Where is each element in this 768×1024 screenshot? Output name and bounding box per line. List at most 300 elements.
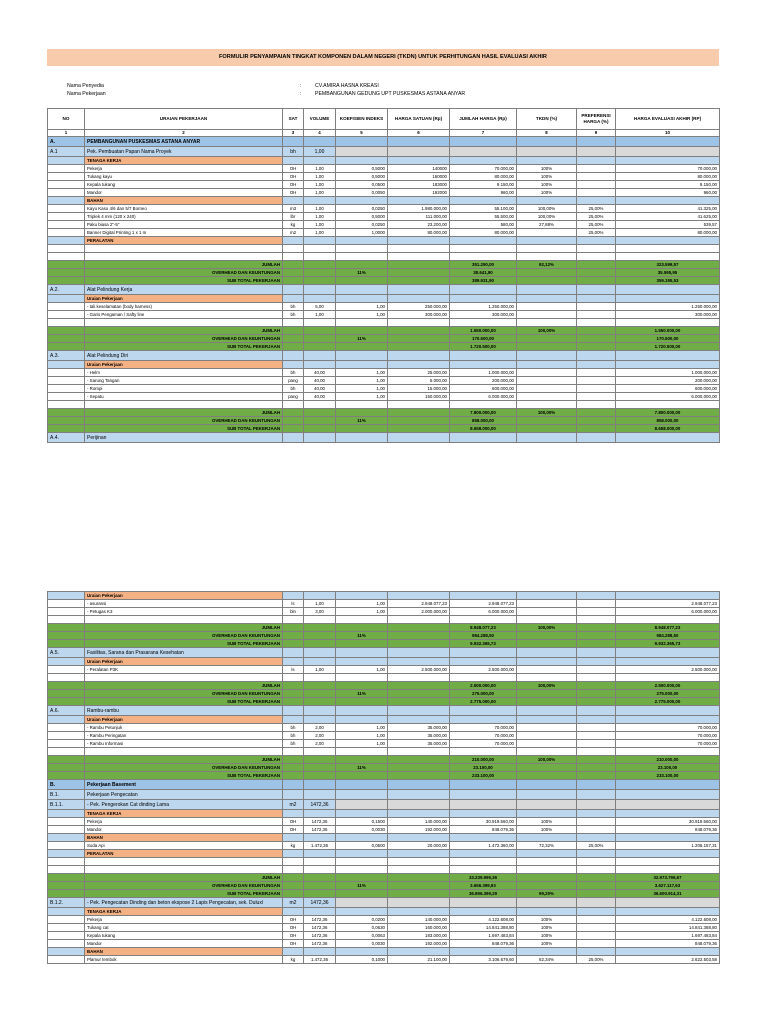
cell-jumlah-harga [450, 237, 517, 245]
cell-uraian: Tukang kayu [85, 173, 283, 181]
cell-preferensi [577, 137, 616, 147]
cell-jumlah-harga [450, 147, 517, 157]
cell-harga-evaluasi [616, 245, 720, 253]
cell-uraian: Kayu Kaso 4/6 dan 5/7 Borneo [85, 205, 283, 213]
cell-volume [304, 361, 336, 369]
cell-preferensi [577, 343, 616, 351]
cell-no [48, 173, 85, 181]
header-preferensi: PREFERENSI HARGA (%) [577, 109, 616, 130]
cell-uraian: Mandor [85, 826, 283, 834]
cell-uraian: Soda Api [85, 842, 283, 850]
cell-sat: lbr [283, 213, 304, 221]
cell-uraian: PERALATAN [85, 237, 283, 245]
cell-koefisien: 0,1500 [336, 818, 388, 826]
cell-preferensi [577, 608, 616, 616]
cell-jumlah-harga: 984.288,50 [450, 632, 517, 640]
cell-preferensi [577, 850, 616, 858]
cell-volume [304, 285, 336, 295]
cell-jumlah-harga [450, 858, 517, 866]
cell-jumlah-harga: 848.079,36 [450, 826, 517, 834]
cell-no [48, 385, 85, 393]
cell-harga-evaluasi: 35.595,95 [616, 269, 720, 277]
cell-sat: OH [283, 924, 304, 932]
cell-koefisien: 0,0030 [336, 826, 388, 834]
project-label: Nama Pekerjaan [67, 91, 106, 97]
cell-sat [283, 409, 304, 417]
cell-harga-satuan: 192.000,00 [388, 826, 450, 834]
cell-jumlah-harga [450, 658, 517, 666]
header-jumlah-harga: JUMLAH HARGA (Rp) [450, 109, 517, 130]
cell-sat [283, 866, 304, 874]
cell-koefisien [336, 327, 388, 335]
table-row [48, 916, 720, 924]
cell-sat [283, 834, 304, 842]
cell-jumlah-harga: 70.000,00 [450, 724, 517, 732]
cell-uraian: - Garis Pengaman / Safty line [85, 311, 283, 319]
cell-tkdn: 100% [517, 916, 577, 924]
cell-preferensi [577, 369, 616, 377]
cell-sat [283, 433, 304, 443]
cell-uraian: JUMLAH [85, 327, 283, 335]
cell-koefisien: 1,00 [336, 369, 388, 377]
cell-no [48, 956, 85, 964]
cell-koefisien [336, 800, 388, 810]
cell-jumlah-harga: 80.000,00 [450, 229, 517, 237]
cell-volume [304, 756, 336, 764]
cell-preferensi [577, 732, 616, 740]
cell-uraian: - Pek. Pengecatan Dinding dan beton ekspose 2 Lapis Pengecatan, sek. Duluxl [85, 898, 283, 908]
cell-uraian: Banner Digital Printing 1 x 1 m [85, 229, 283, 237]
cell-harga-evaluasi: 848.079,36 [616, 940, 720, 948]
table-row [48, 205, 720, 213]
cell-preferensi [577, 303, 616, 311]
category-label-row [48, 716, 720, 724]
cell-sat [283, 772, 304, 780]
cell-harga-satuan: 160000 [388, 173, 450, 181]
cell-volume [304, 245, 336, 253]
cell-jumlah-harga: 351.290,00 [450, 261, 517, 269]
cell-koefisien: 1,00 [336, 303, 388, 311]
cell-harga-satuan: 2.000.000,00 [388, 608, 450, 616]
summary-row [48, 890, 720, 898]
cell-preferensi [577, 866, 616, 874]
cell-koefisien: 1,00 [336, 385, 388, 393]
category-label-row [48, 834, 720, 842]
cell-volume [304, 716, 336, 724]
cell-tkdn [517, 361, 577, 369]
cell-harga-evaluasi [616, 319, 720, 327]
cell-tkdn: 99,20% [517, 890, 577, 898]
cell-sat [283, 401, 304, 409]
cell-no: A.6. [48, 706, 85, 716]
cell-preferensi [577, 790, 616, 800]
cell-harga-satuan [388, 716, 450, 724]
cell-tkdn [517, 433, 577, 443]
cell-koefisien [336, 147, 388, 157]
cell-no [48, 229, 85, 237]
cell-preferensi [577, 908, 616, 916]
cell-uraian: - tali keselamatan (body harness) [85, 303, 283, 311]
table-row [48, 393, 720, 401]
cell-no [48, 205, 85, 213]
cell-sat [283, 253, 304, 261]
cell-harga-evaluasi [616, 834, 720, 842]
cell-no [48, 319, 85, 327]
summary-row [48, 425, 720, 433]
cell-uraian [85, 858, 283, 866]
cell-harga-satuan: 250.000,00 [388, 303, 450, 311]
cell-uraian: Uraian Pekerjaan [85, 716, 283, 724]
cell-uraian: PEMBANGUNAN PUSKESMAS ASTANA ANYAR [85, 137, 283, 147]
cell-harga-satuan [388, 780, 450, 790]
cell-preferensi: 25,00% [577, 842, 616, 850]
cell-harga-evaluasi [616, 748, 720, 756]
table-row [48, 748, 720, 756]
cell-harga-evaluasi: 8.658.000,00 [616, 425, 720, 433]
cell-uraian: Pekerjaan Pengecatan [85, 790, 283, 800]
cell-uraian: Tukang cat [85, 924, 283, 932]
cell-tkdn [517, 608, 577, 616]
cell-preferensi [577, 932, 616, 940]
cell-volume: 2,00 [304, 724, 336, 732]
cell-no [48, 674, 85, 682]
cell-no [48, 369, 85, 377]
cell-koefisien: 1,00 [336, 608, 388, 616]
cell-jumlah-harga: 55.500,00 [450, 213, 517, 221]
table-row [48, 740, 720, 748]
cell-harga-satuan [388, 748, 450, 756]
table-row [48, 666, 720, 674]
cell-harga-evaluasi: 1.250.000,00 [616, 303, 720, 311]
cell-sat: OH [283, 916, 304, 924]
cell-preferensi [577, 940, 616, 948]
cell-harga-satuan: 140000 [388, 165, 450, 173]
cell-uraian: BAHAN [85, 834, 283, 842]
cell-jumlah-harga [450, 616, 517, 624]
cell-volume [304, 401, 336, 409]
cell-no [48, 393, 85, 401]
cell-koefisien: 11% [336, 882, 388, 890]
provider-label: Nama Penyedia [67, 83, 104, 89]
cell-no [48, 221, 85, 229]
cell-volume: 1,00 [304, 213, 336, 221]
cell-harga-evaluasi: 539,57 [616, 221, 720, 229]
cell-koefisien: 1,00 [336, 740, 388, 748]
cell-sat: OH [283, 826, 304, 834]
cell-koefisien: 11% [336, 269, 388, 277]
table-row [48, 377, 720, 385]
work-item-row [48, 351, 720, 361]
cell-sat [283, 850, 304, 858]
cell-uraian: Kepala tukang [85, 932, 283, 940]
cell-koefisien [336, 858, 388, 866]
cell-no [48, 608, 85, 616]
section-row [48, 780, 720, 790]
cell-harga-evaluasi: 9.150,00 [616, 181, 720, 189]
cell-jumlah-harga: 170.500,00 [450, 335, 517, 343]
cell-sat [283, 285, 304, 295]
summary-row [48, 409, 720, 417]
cell-koefisien: 1,00 [336, 666, 388, 674]
cell-tkdn: 100% [517, 173, 577, 181]
cell-koefisien: 0,5000 [336, 213, 388, 221]
cell-sat: ls [283, 666, 304, 674]
cell-tkdn [517, 592, 577, 600]
cell-koefisien [336, 866, 388, 874]
cell-harga-satuan [388, 764, 450, 772]
cell-uraian: Uraian Pekerjaan [85, 361, 283, 369]
cell-no: B.1. [48, 790, 85, 800]
cell-harga-satuan [388, 706, 450, 716]
cell-harga-satuan [388, 147, 450, 157]
project-row [47, 90, 719, 98]
cell-koefisien: 11% [336, 764, 388, 772]
cell-harga-satuan [388, 866, 450, 874]
cell-harga-evaluasi: 2.948.077,23 [616, 600, 720, 608]
provider-value: CV.AMIRA HASNA KREASI [315, 83, 379, 89]
cell-volume [304, 351, 336, 361]
cell-jumlah-harga: 233.100,00 [450, 772, 517, 780]
table-row [48, 229, 720, 237]
cell-sat: kg [283, 842, 304, 850]
summary-row [48, 417, 720, 425]
cell-sat [283, 690, 304, 698]
cell-uraian: SUB TOTAL PEKERJAAN [85, 277, 283, 285]
cell-harga-satuan: 25.000,00 [388, 369, 450, 377]
table-row [48, 181, 720, 189]
cell-sat [283, 245, 304, 253]
cell-harga-satuan [388, 137, 450, 147]
cell-sat [283, 295, 304, 303]
cell-tkdn: 92,12% [517, 261, 577, 269]
table-row [48, 221, 720, 229]
cell-no [48, 600, 85, 608]
summary-row [48, 269, 720, 277]
cell-tkdn [517, 810, 577, 818]
cell-harga-evaluasi: 6.000.000,00 [616, 393, 720, 401]
cell-harga-evaluasi: 1.697.483,84 [616, 932, 720, 940]
cell-jumlah-harga [450, 810, 517, 818]
cell-volume [304, 269, 336, 277]
summary-row [48, 624, 720, 632]
cell-koefisien: 11% [336, 632, 388, 640]
cell-tkdn [517, 648, 577, 658]
cell-uraian: JUMLAH [85, 409, 283, 417]
cell-koefisien: 1,00 [336, 600, 388, 608]
cell-preferensi [577, 632, 616, 640]
cell-harga-evaluasi [616, 648, 720, 658]
cell-preferensi [577, 780, 616, 790]
cell-uraian: - Sarung Tangan [85, 377, 283, 385]
cell-volume: 1.472,36 [304, 956, 336, 964]
cell-tkdn [517, 253, 577, 261]
cell-harga-evaluasi: 600.000,00 [616, 385, 720, 393]
cell-volume: 40,00 [304, 369, 336, 377]
cell-sat: bh [283, 385, 304, 393]
cell-jumlah-harga [450, 401, 517, 409]
cell-harga-satuan [388, 351, 450, 361]
cell-volume: 1,00 [304, 666, 336, 674]
cell-tkdn [517, 690, 577, 698]
cell-volume [304, 948, 336, 956]
cell-harga-evaluasi [616, 197, 720, 205]
cell-sat [283, 674, 304, 682]
cell-koefisien: 0,0200 [336, 916, 388, 924]
cell-preferensi [577, 690, 616, 698]
cell-koefisien [336, 698, 388, 706]
cell-no [48, 764, 85, 772]
cell-jumlah-harga [450, 592, 517, 600]
cell-harga-evaluasi [616, 716, 720, 724]
cell-tkdn: 100,00% [517, 213, 577, 221]
cell-preferensi [577, 253, 616, 261]
cell-koefisien [336, 810, 388, 818]
cell-jumlah-harga: 36.896.399,29 [450, 890, 517, 898]
cell-jumlah-harga: 3.106.679,60 [450, 956, 517, 964]
cell-preferensi [577, 772, 616, 780]
cell-volume: 1,00 [304, 600, 336, 608]
cell-harga-evaluasi [616, 433, 720, 443]
cell-volume [304, 277, 336, 285]
index-cell: 9 [577, 130, 616, 137]
cell-preferensi [577, 327, 616, 335]
cell-no [48, 916, 85, 924]
cell-volume [304, 261, 336, 269]
cell-uraian: Uraian Pekerjaan [85, 295, 283, 303]
cell-uraian: Alat Pelindung Kerja [85, 285, 283, 295]
cell-volume: 1472,36 [304, 898, 336, 908]
cell-uraian: Fasilitas, Sarana dan Prasarana Kesehatan [85, 648, 283, 658]
cell-no [48, 890, 85, 898]
cell-uraian: Triplek 4 mm (120 x 240) [85, 213, 283, 221]
cell-harga-evaluasi: 70.000,00 [616, 740, 720, 748]
cell-koefisien [336, 850, 388, 858]
cell-preferensi [577, 800, 616, 810]
cell-jumlah-harga: 2.775.000,00 [450, 698, 517, 706]
cell-tkdn [517, 698, 577, 706]
cell-koefisien: 1,00 [336, 393, 388, 401]
cell-koefisien [336, 253, 388, 261]
cell-sat [283, 706, 304, 716]
table-row [48, 253, 720, 261]
cell-preferensi: 25,00% [577, 956, 616, 964]
cell-sat [283, 197, 304, 205]
cell-volume [304, 890, 336, 898]
cell-harga-satuan [388, 908, 450, 916]
cell-tkdn [517, 640, 577, 648]
work-item-row [48, 285, 720, 295]
category-label-row [48, 850, 720, 858]
cell-jumlah-harga: 2.500.000,00 [450, 666, 517, 674]
cell-no [48, 908, 85, 916]
cell-tkdn: 27,88% [517, 221, 577, 229]
cell-koefisien [336, 682, 388, 690]
cell-no [48, 213, 85, 221]
cell-tkdn [517, 319, 577, 327]
cell-jumlah-harga: 3.656.399,93 [450, 882, 517, 890]
cell-preferensi [577, 834, 616, 842]
cell-uraian: SUB TOTAL PEKERJAAN [85, 640, 283, 648]
cell-koefisien [336, 772, 388, 780]
tkdn-table-page-1 [47, 108, 720, 443]
cell-harga-satuan [388, 948, 450, 956]
cell-volume: 1.472,36 [304, 842, 336, 850]
cell-preferensi [577, 311, 616, 319]
cell-harga-satuan [388, 285, 450, 295]
cell-preferensi [577, 764, 616, 772]
cell-harga-evaluasi: 23.100,00 [616, 764, 720, 772]
cell-koefisien: 0,1000 [336, 956, 388, 964]
cell-no [48, 245, 85, 253]
table-row [48, 826, 720, 834]
cell-no [48, 181, 85, 189]
cell-harga-evaluasi: 41.325,00 [616, 205, 720, 213]
category-label-row [48, 948, 720, 956]
cell-sat: pang [283, 393, 304, 401]
cell-volume [304, 295, 336, 303]
cell-harga-evaluasi [616, 401, 720, 409]
cell-volume [304, 908, 336, 916]
cell-tkdn [517, 834, 577, 842]
cell-tkdn [517, 385, 577, 393]
cell-harga-satuan [388, 834, 450, 842]
cell-jumlah-harga: 7.800.000,00 [450, 409, 517, 417]
header-harga-satuan: HARGA SATUAN (Rp) [388, 109, 450, 130]
summary-row [48, 772, 720, 780]
summary-row [48, 682, 720, 690]
cell-sat [283, 277, 304, 285]
cell-koefisien [336, 898, 388, 908]
cell-jumlah-harga [450, 157, 517, 165]
cell-harga-satuan [388, 658, 450, 666]
cell-sat [283, 658, 304, 666]
cell-sat: OH [283, 932, 304, 940]
cell-tkdn [517, 245, 577, 253]
cell-harga-evaluasi: 233.100,00 [616, 772, 720, 780]
summary-row [48, 327, 720, 335]
cell-harga-evaluasi: 8.948.077,23 [616, 624, 720, 632]
cell-volume: 1472,36 [304, 818, 336, 826]
cell-harga-evaluasi: 14.841.388,80 [616, 924, 720, 932]
cell-preferensi [577, 924, 616, 932]
cell-koefisien [336, 908, 388, 916]
cell-sat [283, 874, 304, 882]
cell-volume: 5,00 [304, 303, 336, 311]
cell-harga-satuan: 140.000,00 [388, 818, 450, 826]
cell-no [48, 818, 85, 826]
cell-preferensi [577, 319, 616, 327]
cell-sat [283, 748, 304, 756]
cell-volume [304, 674, 336, 682]
project-value: PEMBANGUNAN GEDUNG UPT PUSKESMAS ASTANA ANYAR [315, 91, 466, 97]
cell-jumlah-harga [450, 137, 517, 147]
cell-uraian [85, 674, 283, 682]
cell-no [48, 335, 85, 343]
cell-preferensi [577, 277, 616, 285]
cell-harga-evaluasi: 9.932.365,73 [616, 640, 720, 648]
cell-jumlah-harga [450, 790, 517, 800]
cell-volume [304, 706, 336, 716]
cell-uraian: OVERHEAD DAN KEUNTUNGAN [85, 632, 283, 640]
cell-no [48, 277, 85, 285]
cell-jumlah-harga: 6.000.000,00 [450, 393, 517, 401]
index-cell: 10 [616, 130, 720, 137]
cell-sat [283, 261, 304, 269]
cell-uraian: OVERHEAD DAN KEUNTUNGAN [85, 690, 283, 698]
cell-sat: bh [283, 369, 304, 377]
cell-preferensi: 25,00% [577, 205, 616, 213]
cell-tkdn [517, 858, 577, 866]
